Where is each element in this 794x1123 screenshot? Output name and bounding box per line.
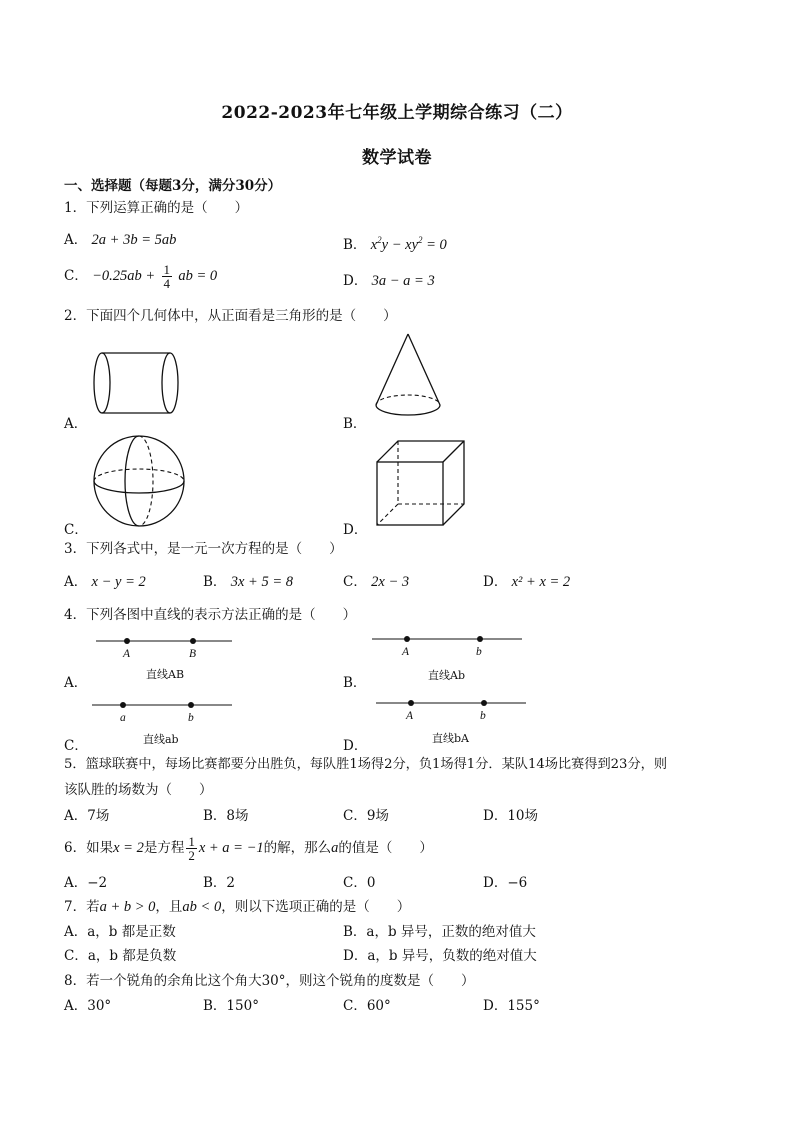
q1-option-a[interactable] [64, 230, 176, 250]
q6-option-d[interactable]: D．−6 [483, 875, 528, 891]
q1-option-d[interactable] [343, 271, 435, 291]
q2-option-a-label[interactable]: A． [64, 416, 88, 432]
option-label: A． [64, 232, 88, 248]
stem-text: 的值是（ ） [338, 840, 433, 856]
q6-option-c[interactable]: C．0 [343, 875, 376, 891]
math-expression: x − y = 2 [91, 574, 146, 590]
math-expression: 2x − 3 [371, 574, 410, 590]
cylinder-icon [90, 350, 186, 420]
point-label: b [188, 712, 194, 724]
stem-text: 7．若 [64, 899, 100, 915]
q4-option-d-label[interactable]: D． [343, 738, 368, 754]
question-4-stem: 4．下列各图中直线的表示方法正确的是（ ） [64, 607, 357, 623]
q7-option-d[interactable]: D．a，b 异号，负数的绝对值大 [343, 948, 537, 964]
question-3-stem: 3．下列各式中，是一元一次方程的是（ ） [64, 541, 343, 557]
q4-option-c-label[interactable]: C． [64, 738, 88, 754]
math-expression: x² + x = 2 [511, 574, 571, 590]
math-expression: 3x + 5 = 8 [230, 574, 293, 590]
fraction-numerator: 1 [188, 834, 195, 849]
q8-option-d[interactable]: D．155° [483, 998, 540, 1014]
question-1-stem: 1．下列运算正确的是（ ） [64, 200, 249, 216]
question-7-stem [64, 897, 410, 917]
point-label: b [476, 646, 482, 658]
question-5-stem-line1: 5．篮球联赛中，每场比赛都要分出胜负，每队胜1场得2分，负1场得1分．某队14场比赛得到23分，则 [64, 757, 668, 772]
q2-option-b-label[interactable]: B． [343, 416, 367, 432]
option-label: D． [343, 273, 368, 289]
q3-option-a[interactable] [64, 572, 146, 592]
q3-option-b[interactable] [203, 572, 293, 592]
q7-option-b[interactable]: B．a，b 异号，正数的绝对值大 [343, 924, 536, 940]
question-5-stem-line2: 该队胜的场数为（ ） [64, 782, 213, 798]
math-expression: 3a − a = 3 [371, 273, 435, 289]
stem-text: ，则以下选项正确的是（ ） [221, 899, 411, 915]
math-expression-pre: −0.25ab + [92, 268, 156, 284]
q5-option-a[interactable]: A．7场 [64, 808, 110, 824]
q1-option-c[interactable] [64, 263, 217, 290]
stem-text: 是方程 [143, 840, 185, 856]
line-caption: 直线Ab [428, 669, 465, 682]
sphere-icon [92, 434, 188, 530]
math-expression: 2a + 3b = 5ab [91, 232, 177, 248]
option-label: A． [64, 574, 88, 590]
point-label: b [480, 710, 486, 722]
cube-icon [374, 438, 466, 528]
option-label: C． [343, 574, 367, 590]
stem-text: 6．如果 [64, 840, 114, 856]
line-diagram-c [92, 700, 234, 710]
question-8-stem: 8．若一个锐角的余角比这个角大30°，则这个锐角的度数是（ ） [64, 973, 475, 989]
q1-option-b[interactable] [343, 230, 447, 255]
option-label: B． [343, 236, 367, 253]
q6-option-a[interactable]: A．−2 [64, 875, 108, 891]
fraction [186, 835, 197, 862]
point-label: B [189, 648, 197, 660]
fraction [162, 263, 173, 290]
q2-option-d-label[interactable]: D． [343, 522, 368, 538]
question-6-stem [64, 830, 433, 866]
cone-icon [370, 330, 450, 422]
q8-option-c[interactable]: C．60° [343, 998, 391, 1014]
option-label: B． [203, 574, 227, 590]
exam-subtitle: 数学试卷 [362, 148, 432, 168]
line-caption: 直线AB [146, 668, 185, 681]
fraction-denominator: 4 [163, 276, 171, 291]
line-diagram-d [376, 698, 528, 708]
math-expression: $x^2y - xy^2 = 0$ [370, 235, 447, 253]
q3-option-c[interactable] [343, 572, 409, 592]
point-label: A [402, 646, 410, 658]
q3-option-d[interactable] [483, 572, 570, 592]
point-label: A [406, 710, 414, 722]
section-heading: 一、选择题（每题3分，满分30分） [64, 178, 282, 194]
math-variable: a [331, 840, 339, 856]
line-caption: 直线bA [432, 732, 469, 745]
q7-option-c[interactable]: C．a，b 都是负数 [64, 948, 177, 964]
math-expression: x + a = −1 [198, 840, 264, 856]
q4-option-a-label[interactable]: A． [64, 675, 88, 691]
stem-text: 的解，那么 [263, 840, 332, 856]
line-diagram-a [96, 636, 234, 646]
q5-option-d[interactable]: D．10场 [483, 808, 539, 824]
point-label: a [120, 712, 126, 724]
line-caption: 直线ab [143, 733, 179, 746]
math-expression-post: ab = 0 [178, 268, 218, 284]
fraction-denominator: 2 [188, 848, 195, 863]
point-label: A [123, 648, 131, 660]
q7-option-a[interactable]: A．a，b 都是正数 [64, 924, 176, 940]
q6-option-b[interactable]: B．2 [203, 875, 236, 891]
q5-option-b[interactable]: B．8场 [203, 808, 249, 824]
q8-option-a[interactable]: A．30° [64, 998, 112, 1014]
math-expression: x = 2 [113, 840, 144, 856]
q4-option-b-label[interactable]: B． [343, 675, 367, 691]
q8-option-b[interactable]: B．150° [203, 998, 259, 1014]
q5-option-c[interactable]: C．9场 [343, 808, 389, 824]
exam-title: 2022-2023年七年级上学期综合练习（二） [221, 103, 573, 123]
question-2-stem: 2．下面四个几何体中，从正面看是三角形的是（ ） [64, 308, 397, 324]
line-diagram-b [372, 634, 524, 644]
fraction-numerator: 1 [163, 262, 171, 277]
math-expression: ab < 0 [182, 899, 222, 915]
option-label: C． [64, 268, 88, 284]
option-label: D． [483, 574, 508, 590]
q2-option-c-label[interactable]: C． [64, 522, 88, 538]
stem-text: ，且 [155, 899, 183, 915]
math-expression: a + b > 0 [99, 899, 156, 915]
